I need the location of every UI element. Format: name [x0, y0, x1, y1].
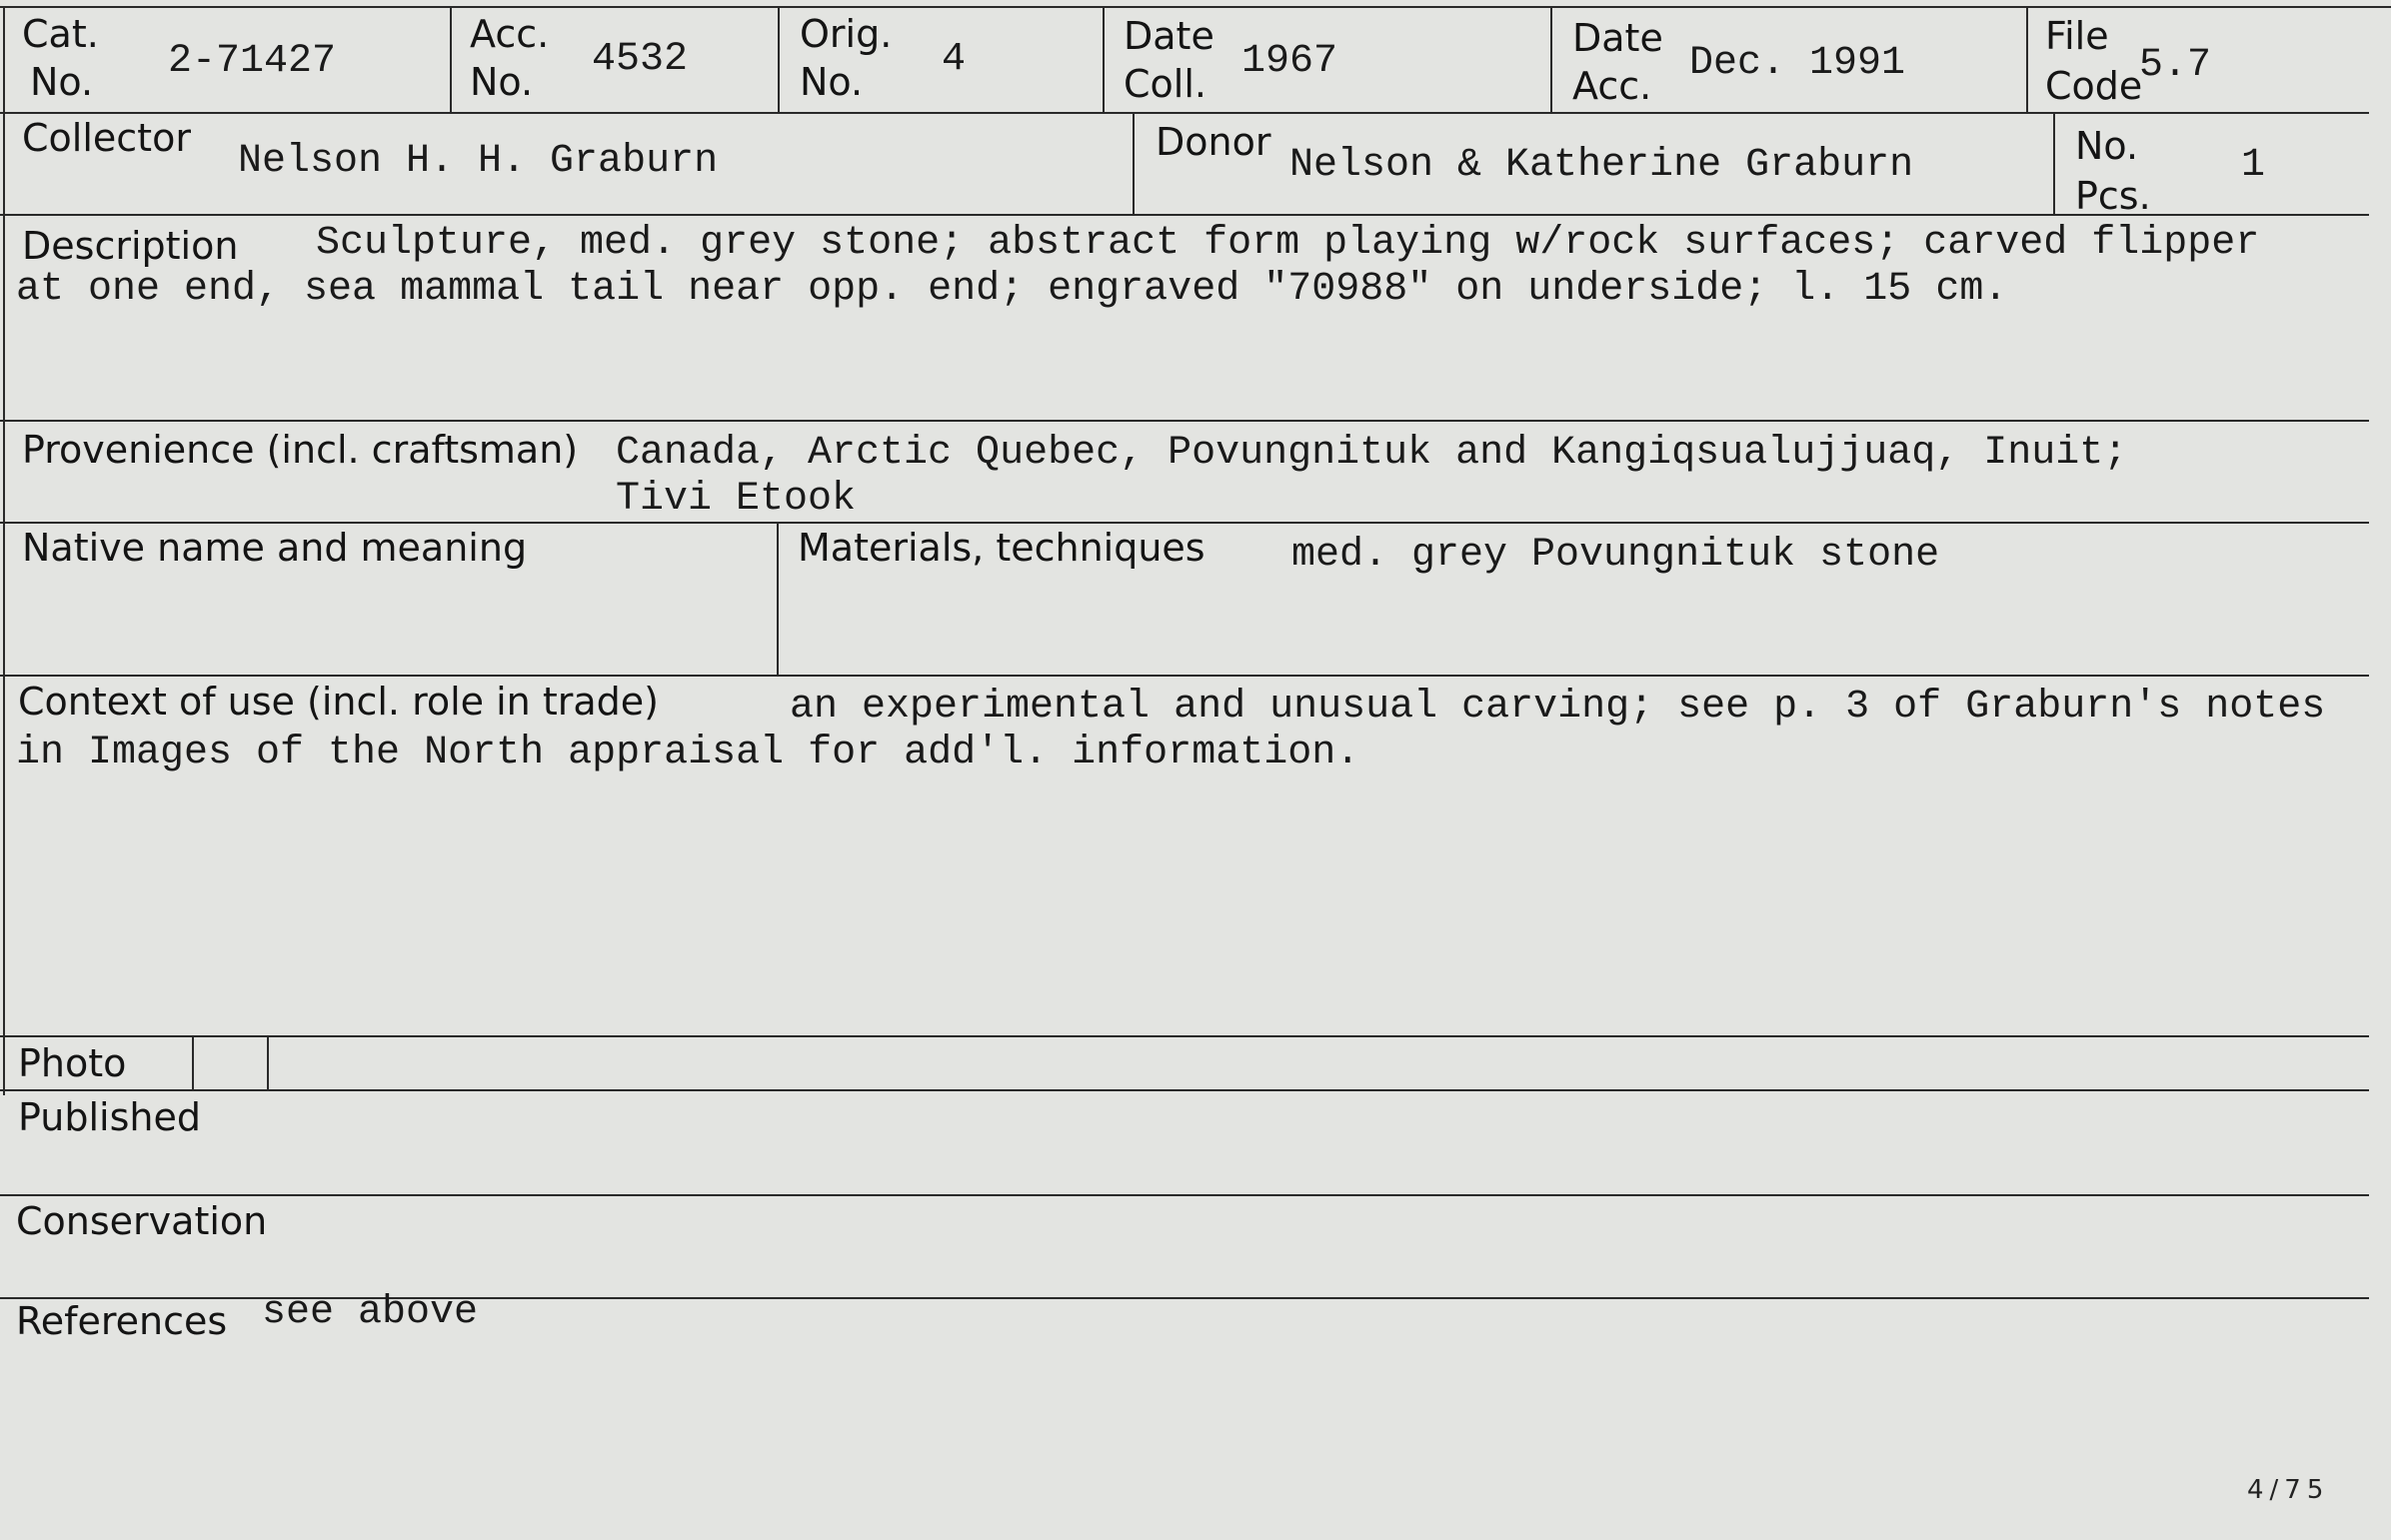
rule-collector-bottom [0, 214, 2369, 216]
donor-value: Nelson & Katherine Graburn [1289, 143, 1914, 188]
materials-value: med. grey Povungnituk stone [1291, 533, 1940, 578]
rule-header-bottom [0, 112, 2369, 114]
rule-provenience-bottom [0, 522, 2369, 524]
rule-photo-bottom [0, 1089, 2369, 1091]
file-code-label-2: Code [2045, 64, 2143, 108]
cat-no-label-2: No. [30, 60, 94, 104]
provenience-line-2: Tivi Etook [616, 477, 857, 522]
rule-description-bottom [0, 420, 2369, 422]
orig-no-value: 4 [942, 37, 967, 82]
rule-v-native [777, 522, 779, 675]
photo-label: Photo [18, 1041, 127, 1085]
date-coll-label-1: Date [1124, 14, 1214, 58]
card-number: 4/75 [2247, 1475, 2330, 1505]
description-line-2: at one end, sea mammal tail near opp. end; engraved "70988" on underside; l. 15 cm. [16, 267, 2008, 312]
materials-label: Materials, techniques [798, 526, 1205, 570]
rule-v-date-coll [1550, 6, 1552, 112]
rule-top [0, 6, 2391, 8]
rule-v-orig [1103, 6, 1105, 112]
references-value: see above [262, 1290, 479, 1335]
context-line-2: in Images of the North appraisal for add'l. information. [16, 731, 1360, 775]
rule-context-bottom [0, 1035, 2369, 1037]
orig-no-label-2: No. [800, 60, 864, 104]
conservation-label: Conservation [16, 1199, 268, 1243]
rule-v-photo-2 [267, 1035, 269, 1089]
donor-label: Donor [1156, 120, 1271, 164]
rule-v-date-acc [2026, 6, 2028, 114]
acc-no-label-2: No. [470, 60, 534, 104]
cat-no-value: 2-71427 [168, 39, 337, 84]
date-coll-value: 1967 [1241, 39, 1338, 84]
rule-v-photo-1 [192, 1035, 194, 1089]
rule-v-donor [2053, 112, 2055, 214]
references-label: References [16, 1299, 228, 1343]
acc-no-value: 4532 [592, 37, 689, 82]
rule-v-acc [778, 6, 780, 112]
rule-v-cat [450, 6, 452, 112]
date-coll-label-2: Coll. [1124, 62, 1206, 106]
file-code-value: 5.7 [2139, 43, 2212, 88]
cat-no-label-1: Cat. [22, 12, 99, 56]
context-label: Context of use (incl. role in trade) [18, 680, 659, 724]
date-acc-label-2: Acc. [1572, 64, 1652, 108]
date-acc-label-1: Date [1572, 16, 1663, 60]
rule-v-collector [1133, 112, 1135, 214]
no-pcs-value: 1 [2241, 143, 2266, 188]
orig-no-label-1: Orig. [800, 12, 893, 56]
rule-published-bottom [0, 1194, 2369, 1196]
provenience-label: Provenience (incl. craftsman) [22, 428, 579, 472]
no-pcs-label-2: Pcs. [2075, 174, 2151, 218]
description-line-1: Sculpture, med. grey stone; abstract form playing w/rock surfaces; carved flipper [316, 221, 2260, 266]
rule-native-bottom [0, 675, 2369, 677]
rule-v-left [3, 6, 5, 1095]
acc-no-label-1: Acc. [470, 12, 550, 56]
date-acc-value: Dec. 1991 [1689, 41, 1906, 86]
description-label: Description [22, 224, 239, 268]
native-name-label: Native name and meaning [22, 526, 528, 570]
collector-label: Collector [22, 116, 191, 160]
provenience-line-1: Canada, Arctic Quebec, Povungnituk and Kangiqsualujjuaq, Inuit; [616, 431, 2128, 476]
published-label: Published [18, 1095, 201, 1139]
context-line-1: an experimental and unusual carving; see p. 3 of Graburn's notes [790, 685, 2326, 730]
no-pcs-label-1: No. [2075, 124, 2139, 168]
collector-value: Nelson H. H. Graburn [238, 139, 719, 184]
file-code-label-1: File [2045, 14, 2109, 58]
